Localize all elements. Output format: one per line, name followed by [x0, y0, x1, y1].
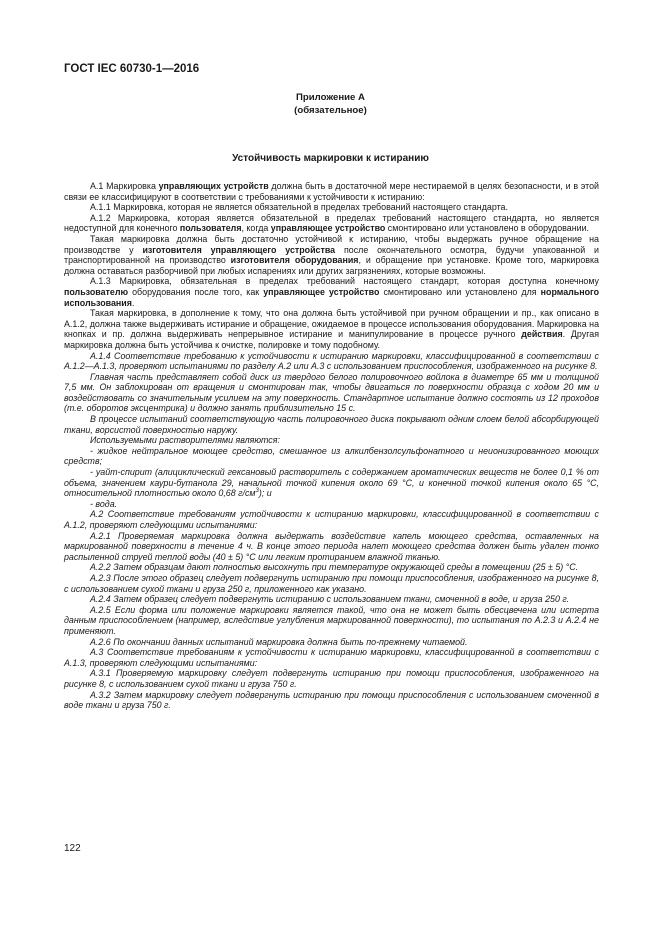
- paragraph: А.2 Соответствие требованиям устойчивости к истиранию маркировки, классифицированной в соответствии с А.1.2, проверяют следующими испытаниями:: [64, 509, 599, 530]
- paragraph: А.2.4 Затем образец следует подвергнуть истиранию с использованием ткани, смоченной в воде, и груза 250 г.: [90, 594, 570, 605]
- paragraph: А.2.5 Если форма или положение маркировки является такой, что она не может быть обесцвечена или истерта данным приспособлением (например, вследствие углубления маркированной поверхности), то испытания по А.2.3 и А.2.4 не применяют.: [64, 604, 599, 636]
- page-number: 122: [64, 843, 81, 854]
- paragraph: А.1 Маркировка управляющих устройств должна быть в достаточной мере нестираемой в целях безопасности, и в этой связи ее классифицируют в соответствии с требованиями к устойчивости к истиранию:: [64, 181, 599, 202]
- paragraph: А.3 Соответствие требованиям к устойчивости к истиранию маркировки, классифицированной в соответствии с А.1.3, проверяют следующими испытаниями:: [64, 647, 599, 668]
- paragraph: А.1.4 Соответствие требованию к устойчивости к истиранию маркировки, классифицированной в соответствии с А.1.2—А.1.3, проверяют испытаниями по разделу А.2 или А.3 с использованием приспособления, изображенного на рисунке 8.: [64, 350, 599, 372]
- paragraph: Используемыми растворителями являются:: [90, 435, 280, 446]
- appendix-title: Приложение А: [296, 92, 365, 103]
- paragraph: А.3.1 Проверяемую маркировку следует подвергнуть истиранию при помощи приспособления, изображенного на рисунке 8, с использованием сухой ткани и груза 750 г.: [64, 668, 599, 689]
- paragraph: А.2.3 После этого образец следует подвергнуть истиранию при помощи приспособления, изображенного на рисунке 8, с использованием сухой ткани и груза 250 г, приложенного как указано.: [64, 572, 599, 594]
- paragraph: А.1.1 Маркировка, которая не является обязательной в пределах требований настоящего стандарта.: [90, 202, 508, 213]
- document-code: ГОСТ IEC 60730-1—2016: [64, 63, 200, 75]
- paragraph: Такая маркировка должна быть достаточно устойчивой к истиранию, чтобы выдержать ручное обращение на производстве у изготовителя управляющего устройства после окончательного осмотра, будучи упакованной и транспортированной на производство изготовителя оборудования, и обращение при установке. Кроме того, маркировка должна оставаться разборчивой при любых испарениях или других загрязнениях, которые возможны.: [64, 233, 600, 276]
- paragraph: А.3.2 Затем маркировку следует подвергнуть истиранию при помощи приспособления с использованием смоченной в воде ткани и груза 750 г.: [64, 689, 599, 711]
- paragraph: А.1.3 Маркировка, обязательная в пределах требований настоящего стандарт, которая доступна конечному пользователю оборудования после того, как управляющее устройство смонтировано или установлено для нормального использования.: [64, 276, 600, 308]
- paragraph: Главная часть представляет собой диск из твердого белого полировочного войлока в диаметре 65 мм и толщиной 7,5 мм. Он заблокирован от вращения и смонтирован так, чтобы двигаться по поверхности образца с ходом 20 мм и воздействовать со значительным усилием на эту поверхность. Стандартное испытание должно состоять из 12 проходов (т.е. оборотов эксцентрика) и должно занять приблизительно 15 с.: [64, 371, 599, 414]
- paragraph: А.2.1 Проверяемая маркировка должна выдержать воздействие капель моющего средства, оставленных на маркированной поверхности в течение 4 ч. В конце этого периода налет моющего средства должен быть удален тонко распыленной струей теплой воды (40 ± 5) °С или легким протиранием влажной тканью.: [64, 530, 599, 562]
- paragraph: Такая маркировка, в дополнение к тому, что она должна быть устойчивой при ручном обращении и пр., как описано в А.1.2, должна также выдерживать истирание и обращение, ожидаемое в процессе использования оборудования. Маркировка на кнопках и пр. должна выдерживать непрерывное истирание и манипулирование в процессе ручного действия. Другая маркировка должна быть устойчива к очистке, полировке и тому подобному.: [64, 308, 599, 350]
- paragraph: А.1.2 Маркировка, которая является обязательной в пределах требований настоящего стандарта, но является недоступной для конечного пользователя, когда управляющее устройство смонтировано или установлено в оборудовании.: [64, 212, 599, 234]
- paragraph: А.2.6 По окончании данных испытаний маркировка должна быть по-прежнему читаемой.: [90, 636, 468, 647]
- list-item: - жидкое нейтральное моющее средство, смешанное из алкилбензолсульфонатного и неионизированного моющих средств;: [64, 445, 599, 467]
- appendix-status: (обязательное): [294, 105, 367, 116]
- document-body: [64, 181, 599, 711]
- list-item: - уайт-спирит (алициклический гексановый растворитель с содержанием ароматических веществ не более 0,1 % от объема, значением каури-бутанола 29, начальной точкой кипения около 69 °С, и конечной точкой кипения около 65 °С, относительной плотностью около 0,68 $г/см^3$); и: [64, 467, 599, 499]
- list-item: - вода.: [90, 498, 118, 509]
- paragraph: А.2.2 Затем образцам дают полностью высохнуть при температуре окружающей среды в помещении (25 ± 5) °С.: [90, 562, 579, 573]
- section-title: Устойчивость маркировки к истиранию: [232, 153, 429, 164]
- paragraph: В процессе испытаний соответствующую часть полировочного диска покрывают одним слоем белой абсорбирующей ткани, ворсистой поверхностью наружу.: [64, 414, 599, 435]
